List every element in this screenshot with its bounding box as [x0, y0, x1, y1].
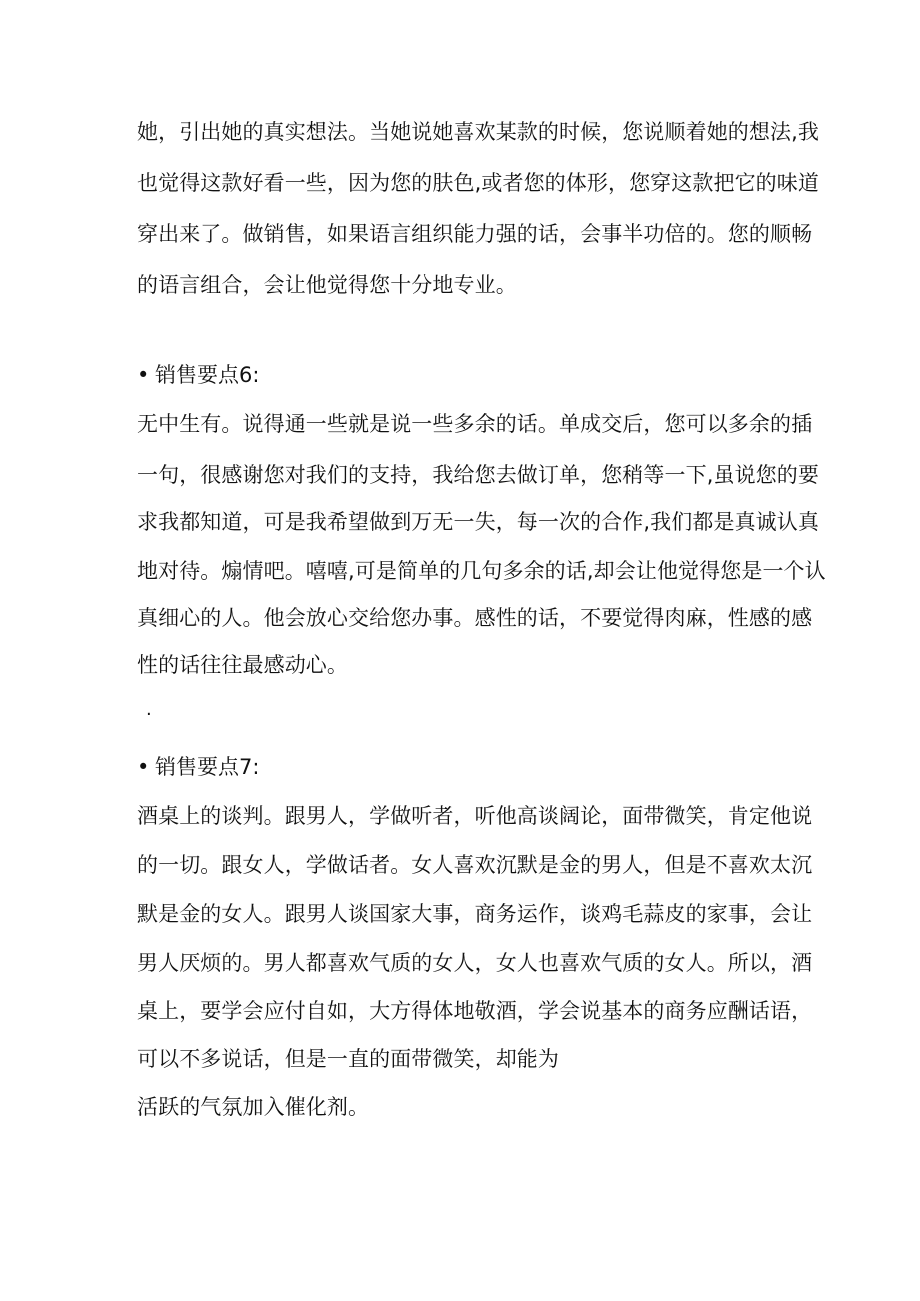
intro-line-4: 的语言组合，会让他觉得您十分地专业。 [137, 273, 517, 297]
section-7-line-4: 男人厌烦的。男人都喜欢气质的女人，女人也喜欢气质的女人。所以，酒 [137, 951, 813, 975]
section-6-title: 销售要点6: [155, 363, 260, 387]
section-6-line-3: 求我都知道，可是我希望做到万无一失，每一次的合作,我们都是真诚认真 [137, 510, 819, 534]
section-7-title: 销售要点7: [155, 755, 260, 779]
bullet-icon: • [137, 363, 150, 387]
section-7-line-5: 桌上，要学会应付自如，大方得体地敬酒，学会说基本的商务应酬话语， [137, 999, 813, 1023]
section-7-heading [137, 752, 259, 782]
section-6-line-1: 无中生有。说得通一些就是说一些多余的话。单成交后，您可以多余的插 [137, 412, 813, 436]
section-7-line-7: 活跃的气氛加入催化剂。 [137, 1095, 370, 1119]
section-7-line-1: 酒桌上的谈判。跟男人，学做听者，听他高谈阔论，面带微笑，肯定他说 [137, 804, 813, 828]
intro-line-1: 她，引出她的真实想法。当她说她喜欢某款的时候，您说顺着她的想法,我 [137, 120, 819, 144]
section-6-line-4: 地对待。煽情吧。嘻嘻,可是简单的几句多余的话,却会让他觉得您是一个认 [137, 559, 826, 583]
bullet-icon: • [137, 755, 150, 779]
section-6-line-6: 性的话往往最感动心。 [137, 653, 348, 677]
section-7-line-3: 默是金的女人。跟男人谈国家大事，商务运作，谈鸡毛蒜皮的家事，会让 [137, 902, 813, 926]
section-6-heading [137, 360, 259, 390]
intro-line-2: 也觉得这款好看一些，因为您的肤色,或者您的体形，您穿这款把它的味道 [137, 171, 819, 195]
section-6-line-5: 真细心的人。他会放心交给您办事。感性的话，不要觉得肉麻，性感的感 [137, 606, 813, 630]
intro-line-3: 穿出来了。做销售，如果语言组织能力强的话，会事半功倍的。您的顺畅 [137, 222, 813, 246]
section-7-line-2: 的一切。跟女人，学做话者。女人喜欢沉默是金的男人，但是不喜欢太沉 [137, 853, 813, 877]
separator-dot: · [146, 704, 152, 725]
section-7-line-6: 可以不多说话，但是一直的面带微笑，却能为 [137, 1047, 559, 1071]
section-6-line-2: 一句，很感谢您对我们的支持，我给您去做订单，您稍等一下,虽说您的要 [137, 463, 819, 487]
